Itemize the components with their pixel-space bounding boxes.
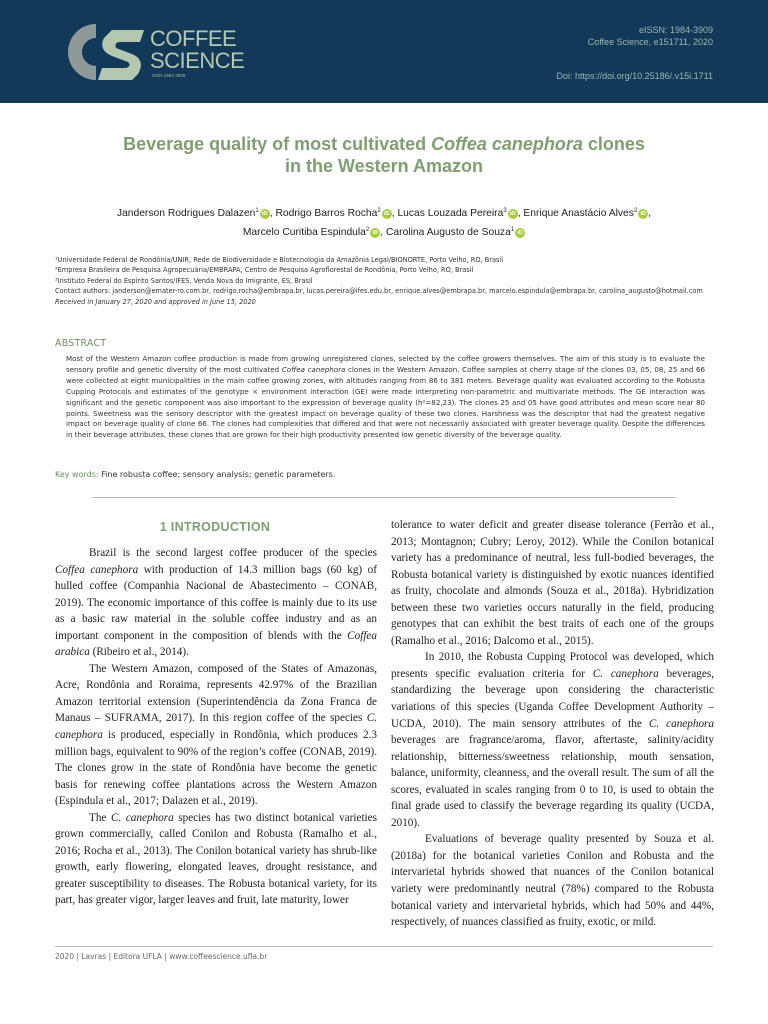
orcid-icon[interactable]: iD [260,209,270,219]
footer-divider [55,946,713,947]
left-column [55,545,377,909]
author: Lucas Louzada Pereira$^3$ iD , [397,208,524,219]
keywords-label: Key words: [55,470,99,479]
contact-authors: Contact authors: janderson@emater-ro.com.br, rodrigo.rocha@embrapa.br, lucas.pereira@ifes.edu.br, enrique.alves@embrapa.br, marcelo.espindula@embrapa.br, carolina_augusto@hotmail.com [55,287,703,296]
orcid-icon[interactable]: iD [370,228,380,238]
affiliations [55,255,715,307]
keywords: Key words: Fine robusta coffee; sensory analysis; genetic parameters. [55,470,336,479]
paragraph: tolerance to water deficit and greater disease tolerance (Ferrão et al., 2013; Montagnon; Cubry; Leroy, 2012). While the Conilon botanical variety has a predominance of neutral, less full-bodied beverages, the Robusta botanical variety is distinguished by exotic nuances identified as fruity, chocolate and almonds (Souza et al., 2018a). Hybridization between these two varieties occurs naturally in the field, producing genotypes that can exhibit the best traits of each one of the groups (Ramalho et al., 2016; Dalcomo et al., 2015). [391,519,714,647]
orcid-icon[interactable]: iD [508,209,518,219]
orcid-icon[interactable]: iD [382,209,392,219]
paragraph: The C. canephora species has two distinct botanical varieties grown commercially, called Conilon and Robusta (Ramalho et al., 2016; Rocha et al., 2013). The Conilon botanical variety has shrub-like growth, early flowering, elongated leaves, drought resistance, and greater susceptibility to diseases. The Robusta botanical variety, for its part, has greater vigor, larger leaves and fruit, late maturity, lower [55,811,377,907]
abstract-text: Most of the Western Amazon coffee production is made from growing unregistered clones, selected by the coffee growers themselves. The aim of this study is to evaluate the sensory profile and genetic diversity of the most cultivated Coffea canephora clones in the Western Amazon. Coffee samples at cherry stage of the clones 03, 05, 08, 25 and 66 were collected at eight municipalities in the main coffee growing zones, with altitudes ranging from 86 to 381 meters. Beverage quality was evaluated according to the Robusta Cupping Protocols and estimates of the genotype × environment interaction (GE) were made interpreting non-parametric and multivariate methods. The GE interaction was significant and the genetic component was also important to the expression of beverage quality (h²=82,23). The clones 25 and 05 have good attributes and mean score near 80 points. Sweetness was the sensory descriptor with the greatest impact on beverage quality of these two clones. Harshness was the descriptor that had the greatest negative impact on beverage quality of clone 66. The clones had complexities that differed and that were not necessarily associated with greater beverage quality. Despite the differences in their beverage attributes, these clones that are grown for their high productivity presented low genetic diversity of the beverage quality. [66,354,706,440]
right-column [391,517,714,931]
paragraph: The Western Amazon, composed of the States of Amazonas, Acre, Rondônia and Roraima, represents 42.97% of the Brazilian Amazon territorial extension (Superintendência da Zona Franca de Manaus – SUFRAMA, 2017). In this region coffee of the species C. canephora is produced, especially in Rondônia, which produces 2.3 million bags, equivalent to 90% of the region’s coffee (CONAB, 2019). The clones grow in the state of Rondônia have become the genetic basis for renewing coffee plantations across the Western Amazon (Espindula et al., 2017; Dalazen et al., 2019). [55,662,377,808]
logo-text-coffee: COFFEE [150,26,237,51]
affiliation: ¹Universidade Federal de Rondônia/UNIR, Rede de Biodiversidade e Biotecnologia da Amazônia Legal/BIONORTE, Porto Velho, RO, Brasil [55,256,504,264]
orcid-icon[interactable]: iD [515,228,525,238]
page-footer: 2020 | Lavras | Editora UFLA | www.coffeescience.ufla.br [55,952,268,961]
article-title: Beverage quality of most cultivated Coffea canephora clones in the Western Amazon [123,134,645,176]
author: Rodrigo Barros Rocha$^2$ iD , [275,208,398,219]
section-heading: 1 INTRODUCTION [159,520,271,534]
author: Carolina Augusto de Souza$^1$ iD [386,227,525,238]
paragraph: In 2010, the Robusta Cupping Protocol was developed, which presents specific evaluation criteria for C. canephora beverages, standardizing the beverage upon considering the characteristic variations of this species (Uganda Coffee Development Authority – UCDA, 2010). The main sensory attributes of the C. canephora beverages are fragrance/aroma, flavor, aftertaste, salinity/acidity relationship, bitterness/sweetness relationship, mouth sensation, balance, uniformity, cleanness, and the overall result. The sum of all the scores, evaluated in scales ranging from 0 to 10, is used to obtain the final grade used to classify the beverage regarding its quality (UCDA, 2010). [391,651,714,829]
author: Janderson Rodrigues Dalazen$^1$ iD , [116,208,276,219]
journal-citation: Coffee Science, e151711, 2020 [587,37,713,47]
paragraph: Evaluations of beverage quality presented by Souza et al. (2018a) for the botanical varieties Conilon and Robusta and the intervarietal hybrids showed that nuances of the Conilon botanical variety were predominantly neutral (78%) compared to the Robusta botanical variety and intervarietal hybrids, which had 50% and 44%, respectively, of nuances classified as fruity, exotic, or mild. [391,833,714,929]
author: Enrique Anastácio Alves$^2$ iD , [523,208,652,219]
eissn: eISSN: 1984-3909 [638,25,713,35]
affiliation: ³Instituto Federal do Espírito Santos/IFES, Venda Nova do Imigrante, ES, Brasil [55,276,313,285]
doi-link[interactable]: Doi: https://doi.org/10.25186/.v15i.1711 [556,71,713,81]
paragraph: Brazil is the second largest coffee producer of the species Coffea canephora with production of 14.3 million bags (60 kg) of hulled coffee (Companhia Nacional de Abastecimento – CONAB, 2019). The economic importance of this coffee is mainly due to its use as a basic raw material in the soluble coffee industry and as an important component in the composition of blends with the Coffea arabica (Ribeiro et al., 2014). [55,547,377,659]
author: Marcelo Curitiba Espindula$^2$ iD , [242,227,386,238]
divider [92,497,676,498]
affiliation: ²Empresa Brasileira de Pesquisa Agropecuária/EMBRAPA, Centro de Pesquisa Agroflorestal de Rondônia, Porto Velho, RO, Brasil [55,266,474,275]
logo-issn: ISSN 1984-3909 [152,73,186,78]
abstract-heading: ABSTRACT [55,338,107,349]
orcid-icon[interactable]: iD [638,209,648,219]
author-list [60,203,708,241]
logo-text-science: SCIENCE [150,48,245,73]
received-date: Received in January 27, 2020 and approved in June 15, 2020 [55,297,256,306]
journal-banner [0,0,768,103]
